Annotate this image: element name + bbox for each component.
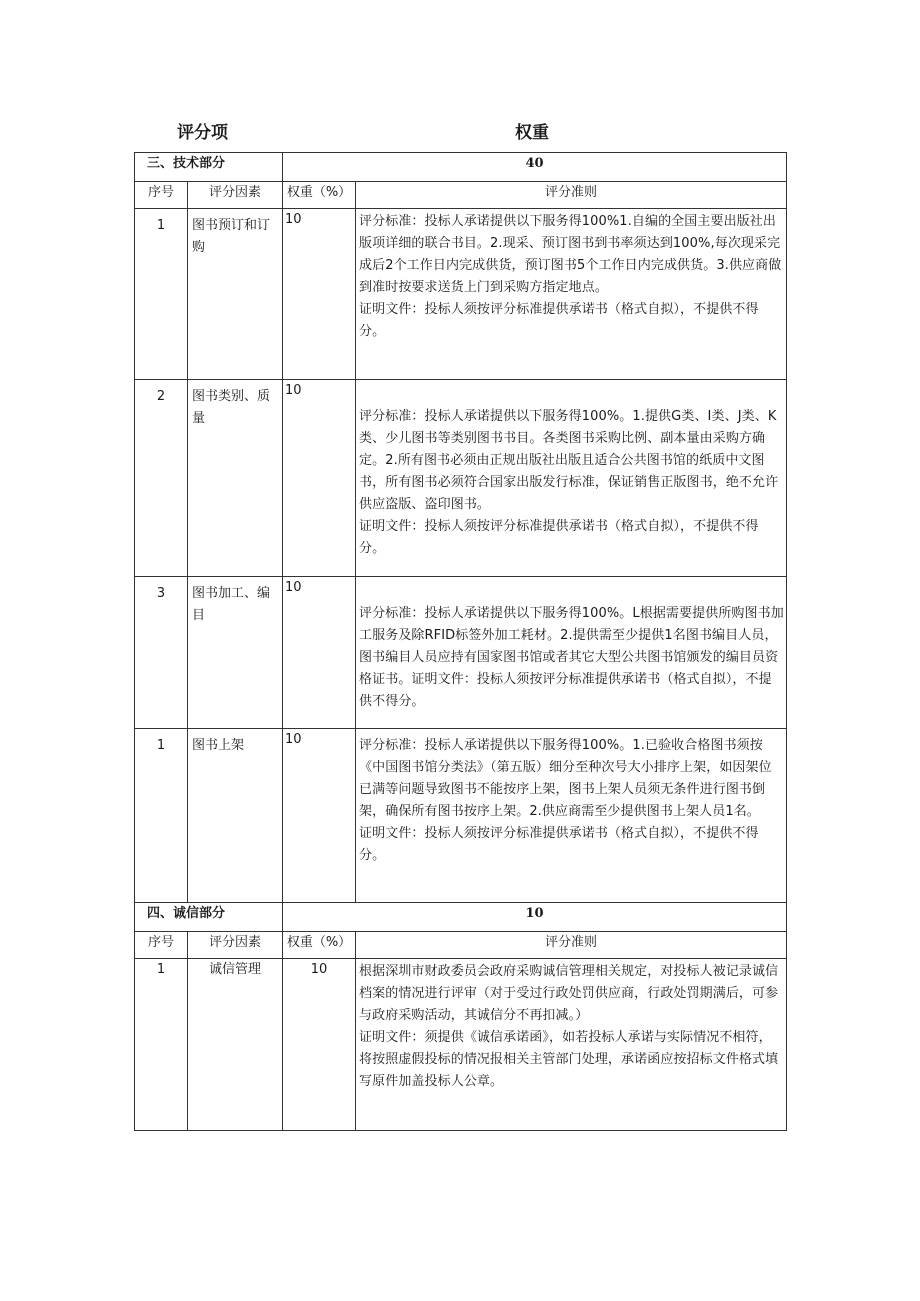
row-factor: 图书上架	[188, 729, 283, 903]
col-factor: 评分因素	[188, 932, 283, 959]
section-technical-title: 三、技术部分	[135, 153, 283, 182]
col-weight: 权重（%）	[283, 182, 356, 209]
criteria-standard: 根据深圳市财政委员会政府采购诚信管理相关规定，对投标人被记录诚信档案的情况进行评审（对于受过行政处罚供应商，行政处罚期满后，可参与政府采购活动，其诚信分不再扣减。）	[359, 964, 779, 1023]
row-no: 3	[135, 577, 188, 729]
column-header-row	[135, 182, 787, 209]
row-no: 1	[135, 959, 188, 1131]
criteria-standard: 评分标准：投标人承诺提供以下服务得100%1.自编的全国主要出版社出版项详细的联合书目。2.现采、预订图书到书率须达到100%,每次现采完成后2个工作日内完成供货，预订图书5个工作日内完成供货。3.供应商做到准时按要求送货上门到采购方指定地点。	[359, 214, 782, 295]
column-header-row	[135, 932, 787, 959]
criteria-standard: 评分标准：投标人承诺提供以下服务得100%。L根据需要提供所购图书加工服务及除RFID标签外加工耗材。2.提供需至少提供1名图书编目人员，图书编目人员应持有国家图书馆或者其它大型公共图书馆颁发的编目员资格证书。证明文件：投标人须按评分标准提供承诺书（格式自拟），不提供不得分。	[359, 606, 784, 709]
row-factor: 诚信管理	[188, 959, 283, 1131]
section-integrity-weight: 10	[283, 903, 787, 932]
header-scoring-item: 评分项	[177, 123, 228, 143]
row-factor: 图书预订和订购	[188, 209, 283, 380]
row-weight: 10	[283, 729, 356, 903]
col-no: 序号	[135, 182, 188, 209]
row-no: 1	[135, 729, 188, 903]
row-criteria	[356, 380, 787, 577]
table-row	[135, 959, 787, 1131]
table-row	[135, 209, 787, 380]
criteria-standard: 评分标准：投标人承诺提供以下服务得100%。1.已验收合格图书须按《中国图书馆分类法》（第五版）细分至种次号大小排序上架，如因架位已满等问题导致图书不能按序上架，图书上架人员须无条件进行图书倒架，确保所有图书按序上架。2.供应商需至少提供图书上架人员1名。	[359, 738, 772, 819]
row-criteria	[356, 959, 787, 1131]
criteria-proof: 证明文件：投标人须按评分标准提供承诺书（格式自拟），不提供不得分。	[359, 302, 759, 339]
col-no: 序号	[135, 932, 188, 959]
row-criteria	[356, 577, 787, 729]
row-criteria	[356, 729, 787, 903]
row-no: 2	[135, 380, 188, 577]
criteria-proof: 证明文件：投标人须按评分标准提供承诺书（格式自拟），不提供不得分。	[359, 519, 759, 556]
section-technical-header	[135, 153, 787, 182]
col-factor: 评分因素	[188, 182, 283, 209]
table-row	[135, 380, 787, 577]
row-factor: 图书类别、质量	[188, 380, 283, 577]
section-integrity-header	[135, 903, 787, 932]
row-factor: 图书加工、编目	[188, 577, 283, 729]
row-weight: 10	[283, 577, 356, 729]
header-weight: 权重	[515, 123, 549, 143]
row-criteria	[356, 209, 787, 380]
col-criteria: 评分准则	[356, 932, 787, 959]
row-no: 1	[135, 209, 188, 380]
row-weight: 10	[283, 380, 356, 577]
criteria-standard: 评分标准：投标人承诺提供以下服务得100%。1.提供G类、I类、J类、K类、少儿图书等类别图书书目。各类图书采购比例、副本量由采购方确定。2.所有图书必须由正规出版社出版且适合公共图书馆的纸质中文图书，所有图书必须符合国家出版发行标准，保证销售正版图书，绝不允许供应盗版、盗印图书。	[359, 409, 779, 512]
table-row	[135, 729, 787, 903]
col-criteria: 评分准则	[356, 182, 787, 209]
col-weight: 权重（%）	[283, 932, 356, 959]
scoring-table	[134, 152, 787, 1131]
table-row	[135, 577, 787, 729]
section-integrity-title: 四、诚信部分	[135, 903, 283, 932]
section-technical-weight: 40	[283, 153, 787, 182]
row-weight: 10	[283, 209, 356, 380]
criteria-proof: 证明文件：须提供《诚信承诺函》，如若投标人承诺与实际情况不相符，将按照虚假投标的情况报相关主管部门处理，承诺函应按招标文件格式填写原件加盖投标人公章。	[359, 1030, 779, 1089]
row-weight: 10	[283, 959, 356, 1131]
criteria-proof: 证明文件：投标人须按评分标准提供承诺书（格式自拟），不提供不得分。	[359, 826, 759, 863]
